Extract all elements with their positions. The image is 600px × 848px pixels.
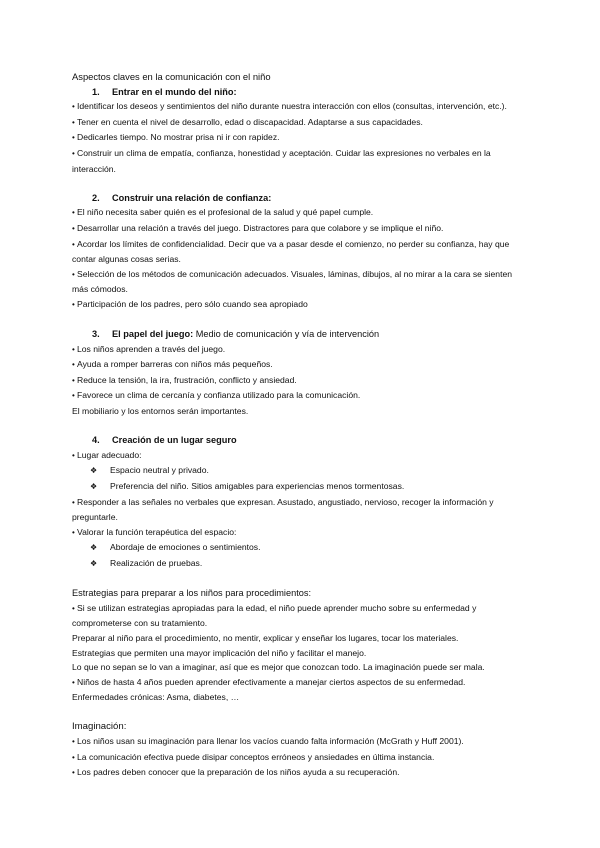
document-title: Aspectos claves en la comunicación con el niño bbox=[72, 71, 271, 82]
section-3-subtitle: Medio de comunicación y vía de intervención bbox=[195, 329, 380, 340]
spacer bbox=[72, 176, 528, 191]
list-item: • El niño necesita saber quién es el profesional de la salud y qué papel cumple. bbox=[72, 205, 528, 221]
sub-list-item bbox=[72, 463, 528, 479]
list-item: • Acordar los límites de confidencialidad. Decir que va a pasar desde el comienzo, no perder su confianza, hay que contar algunas cosas serias. bbox=[72, 237, 528, 267]
sub-list-item bbox=[72, 556, 528, 572]
list-item: • Reduce la tensión, la ira, frustración, conflicto y ansiedad. bbox=[72, 373, 528, 389]
section-2-number: 2. bbox=[92, 192, 100, 203]
diamond-bullet-icon: ❖ bbox=[90, 482, 98, 492]
list-item: • Dedicarles tiempo. No mostrar prisa ni ir con rapidez. bbox=[72, 130, 528, 146]
section-4-title: Creación de un lugar seguro bbox=[112, 435, 237, 446]
section-3-title: El papel del juego: bbox=[112, 329, 194, 340]
list-item: • Lugar adecuado: bbox=[72, 448, 528, 464]
section-4-heading bbox=[72, 433, 528, 448]
list-item: • Los padres deben conocer que la preparación de los niños ayuda a su recuperación. bbox=[72, 765, 528, 781]
list-item: • Niños de hasta 4 años pueden aprender efectivamente a manejar ciertos aspectos de su enfermedad. bbox=[72, 675, 528, 691]
section-3-closing: El mobiliario y los entornos serán importantes. bbox=[72, 406, 249, 417]
spacer bbox=[72, 705, 528, 720]
spacer bbox=[72, 313, 528, 328]
section-1-heading bbox=[72, 85, 528, 100]
list-item: • Valorar la función terapéutica del espacio: bbox=[72, 525, 528, 541]
paragraph-line: Estrategias que permiten una mayor implicación del niño y facilitar el manejo. bbox=[72, 647, 367, 658]
list-item: • Participación de los padres, pero sólo cuando sea apropiado bbox=[72, 297, 528, 313]
list-item: • Identificar los deseos y sentimientos del niño durante nuestra interacción con ellos (consultas, intervención, etc.). bbox=[72, 99, 528, 115]
sub-list-item-text: Preferencia del niño. Sitios amigables para experiencias menos tormentosas. bbox=[110, 481, 405, 492]
paragraph-line: Preparar al niño para el procedimiento, no mentir, explicar y enseñar los lugares, tocar los materiales. bbox=[72, 632, 459, 643]
list-item: • Los niños aprenden a través del juego. bbox=[72, 342, 528, 358]
sub-list-item-text: Abordaje de emociones o sentimientos. bbox=[110, 542, 261, 553]
list-item: • La comunicación efectiva puede disipar conceptos erróneos y ansiedades en última instancia. bbox=[72, 750, 528, 766]
list-item: • Desarrollar una relación a través del juego. Distractores para que colabore y se implique el niño. bbox=[72, 221, 528, 237]
section-3-number: 3. bbox=[92, 329, 100, 340]
diamond-bullet-icon: ❖ bbox=[90, 466, 98, 476]
sub-list-item-text: Realización de pruebas. bbox=[110, 558, 203, 568]
spacer bbox=[72, 572, 528, 587]
sub-list-item bbox=[72, 479, 528, 495]
section-2-title: Construir una relación de confianza: bbox=[112, 192, 272, 203]
diamond-bullet-icon: ❖ bbox=[90, 559, 98, 568]
list-item: • Selección de los métodos de comunicación adecuados. Visuales, láminas, dibujos, al no mirar a la cara se sienten más cómodos. bbox=[72, 267, 528, 297]
diamond-bullet-icon: ❖ bbox=[90, 543, 98, 553]
list-item: • Tener en cuenta el nivel de desarrollo, edad o discapacidad. Adaptarse a sus capacidades. bbox=[72, 115, 528, 131]
section-1-title: Entrar en el mundo del niño: bbox=[112, 86, 237, 97]
section-3-heading bbox=[72, 327, 528, 342]
section-2-heading bbox=[72, 191, 528, 206]
list-item: • Los niños usan su imaginación para llenar los vacíos cuando falta información (McGrath y Huff 2001). bbox=[72, 734, 528, 750]
paragraph-line: Lo que no sepan se lo van a imaginar, así que es mejor que conozcan todo. La imaginación puede ser mala. bbox=[72, 662, 485, 673]
list-item: • Si se utilizan estrategias apropiadas para la edad, el niño puede aprender mucho sobre su enfermedad y comprometerse con su tratamiento. bbox=[72, 601, 528, 631]
sub-list-item-text: Espacio neutral y privado. bbox=[110, 465, 209, 476]
section-4-number: 4. bbox=[92, 435, 100, 446]
estrategias-heading: Estrategias para preparar a los niños para procedimientos: bbox=[72, 588, 312, 599]
section-1-number: 1. bbox=[92, 86, 100, 97]
list-item: • Construir un clima de empatía, confianza, honestidad y aceptación. Cuidar las expresiones no verbales en la interacción. bbox=[72, 146, 528, 176]
spacer bbox=[72, 419, 528, 434]
sub-list-item bbox=[72, 540, 528, 556]
list-item: • Ayuda a romper barreras con niños más pequeños. bbox=[72, 357, 528, 373]
document-content bbox=[72, 70, 528, 781]
imaginacion-heading: Imaginación: bbox=[72, 720, 127, 732]
list-item: • Favorece un clima de cercanía y confianza utilizado para la comunicación. bbox=[72, 388, 528, 404]
list-item: • Responder a las señales no verbales que expresan. Asustado, angustiado, nervioso, recoger la información y preguntarle. bbox=[72, 495, 528, 525]
paragraph-line: Enfermedades crónicas: Asma, diabetes, … bbox=[72, 692, 240, 703]
